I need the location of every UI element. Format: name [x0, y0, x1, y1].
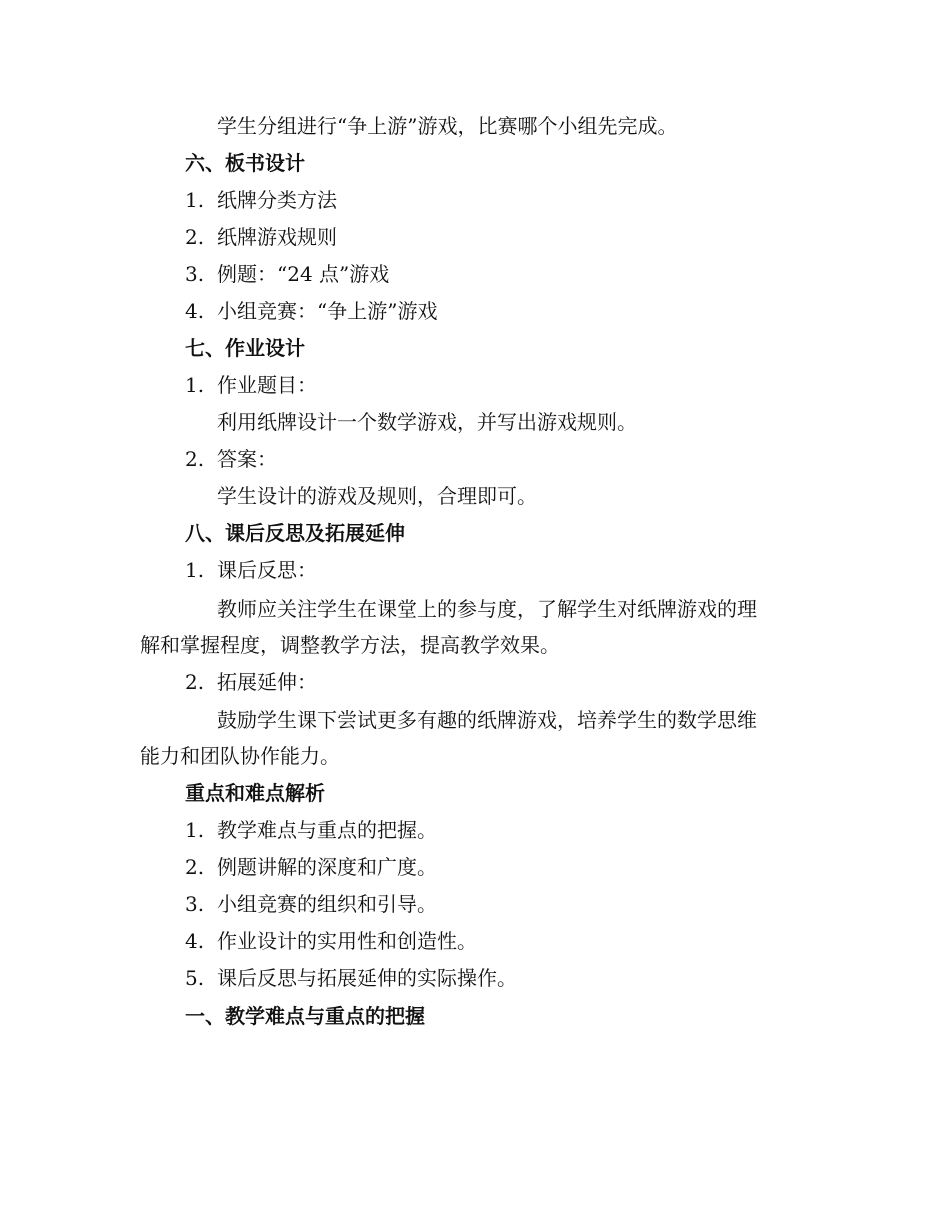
list-number: 1. — [185, 188, 205, 212]
list-item — [185, 854, 437, 880]
list-number: 2. — [185, 855, 205, 879]
section-heading-key-points: 重点和难点解析 — [185, 781, 325, 805]
list-number: 4. — [185, 299, 205, 323]
list-item — [185, 669, 317, 695]
list-text: 小组竞赛的组织和引导。 — [217, 892, 437, 916]
list-number: 2. — [185, 447, 205, 471]
list-number: 1. — [185, 818, 205, 842]
list-text: 课后反思： — [217, 558, 317, 582]
list-item — [185, 891, 437, 917]
list-item — [185, 298, 437, 324]
list-item — [185, 372, 317, 398]
list-item — [185, 965, 517, 991]
extension-paragraph-line: 能力和团队协作能力。 — [140, 744, 340, 768]
list-item — [185, 187, 337, 213]
list-text: 教学难点与重点的把握。 — [217, 818, 437, 842]
list-text: 课后反思与拓展延伸的实际操作。 — [217, 966, 517, 990]
list-number: 2. — [185, 225, 205, 249]
list-item — [185, 446, 277, 472]
list-text: 纸牌分类方法 — [217, 188, 337, 212]
list-text: 例题：“24 点”游戏 — [217, 262, 390, 286]
list-number: 2. — [185, 670, 205, 694]
homework-answer-text: 学生设计的游戏及规则，合理即可。 — [217, 484, 537, 508]
list-number: 3. — [185, 892, 205, 916]
homework-question-text: 利用纸牌设计一个数学游戏，并写出游戏规则。 — [217, 410, 637, 434]
list-text: 作业题目： — [217, 373, 317, 397]
section-heading-homework-design: 七、作业设计 — [185, 336, 305, 360]
list-number: 1. — [185, 373, 205, 397]
list-text: 答案： — [217, 447, 277, 471]
reflection-paragraph-line: 教师应关注学生在课堂上的参与度，了解学生对纸牌游戏的理 — [217, 597, 757, 621]
list-item — [185, 557, 317, 583]
list-number: 3. — [185, 262, 205, 286]
list-number: 1. — [185, 558, 205, 582]
list-text: 小组竞赛：“争上游”游戏 — [217, 299, 438, 323]
list-number: 4. — [185, 929, 205, 953]
list-text: 拓展延伸： — [217, 670, 317, 694]
list-text: 作业设计的实用性和创造性。 — [217, 929, 477, 953]
extension-paragraph-line: 鼓励学生课下尝试更多有趣的纸牌游戏，培养学生的数学思维 — [217, 708, 757, 732]
list-item — [185, 817, 437, 843]
list-item — [185, 224, 337, 250]
list-text: 纸牌游戏规则 — [217, 225, 337, 249]
reflection-paragraph-line: 解和掌握程度，调整教学方法，提高教学效果。 — [140, 633, 560, 657]
list-item — [185, 928, 477, 954]
section-heading-board-design: 六、板书设计 — [185, 151, 305, 175]
section-heading-difficulties: 一、教学难点与重点的把握 — [185, 1004, 425, 1028]
list-item — [185, 261, 389, 287]
section-heading-reflection: 八、课后反思及拓展延伸 — [185, 521, 405, 545]
list-number: 5. — [185, 966, 205, 990]
intro-paragraph: 学生分组进行“争上游”游戏，比赛哪个小组先完成。 — [217, 114, 678, 138]
list-text: 例题讲解的深度和广度。 — [217, 855, 437, 879]
